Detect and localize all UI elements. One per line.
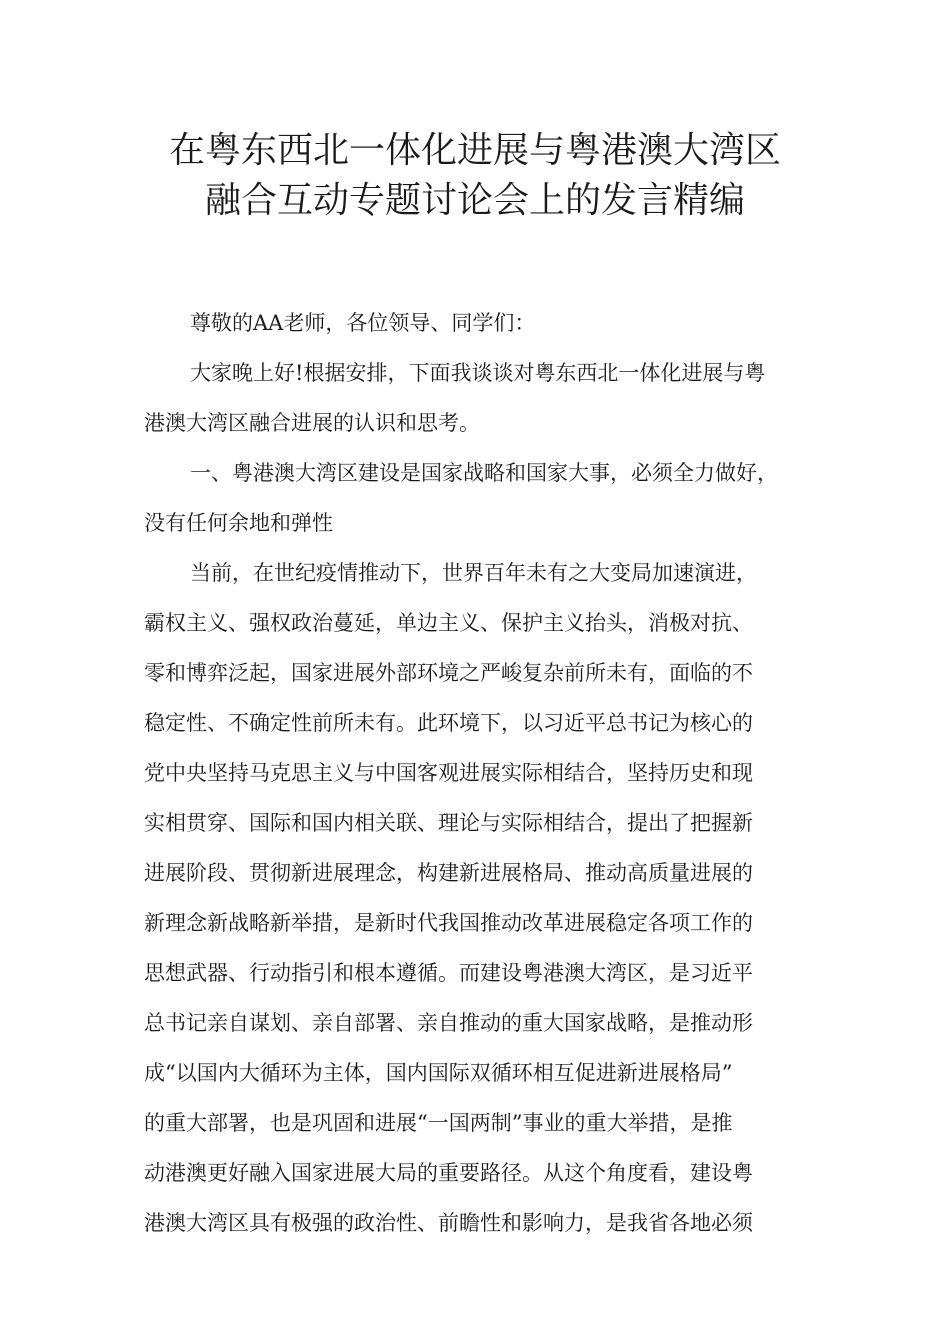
text-line: 的重大部署，也是巩固和进展“一国两制”事业的重大举措，是推 xyxy=(144,1111,733,1135)
text-line: 零和博弈泛起，国家进展外部环境之严峻复杂前所未有，面临的不 xyxy=(144,661,753,685)
text-line: 实相贯穿、国际和国内相关联、理论与实际相结合，提出了把握新 xyxy=(144,811,753,835)
text-line: 稳定性、不确定性前所未有。此环境下，以习近平总书记为核心的 xyxy=(144,711,753,735)
text-line: 港澳大湾区融合进展的认识和思考。 xyxy=(144,411,480,435)
salutation-paragraph xyxy=(144,298,808,348)
text-line: 思想武器、行动指引和根本遵循。而建设粤港澳大湾区，是习近平 xyxy=(144,961,753,985)
text-line: 党中央坚持马克思主义与中国客观进展实际相结合，坚持历史和现 xyxy=(144,761,753,785)
document-body xyxy=(144,298,808,1248)
text-line: 当前，在世纪疫情推动下，世界百年未有之大变局加速演进， xyxy=(190,561,757,585)
title-line-1: 在粤东西北一体化进展与粤港澳大湾区 xyxy=(168,130,781,171)
document-title xyxy=(144,126,806,226)
text-line: 一、粤港澳大湾区建设是国家战略和国家大事，必须全力做好， xyxy=(190,461,778,485)
text-line: 总书记亲自谋划、亲自部署、亲自推动的重大国家战略，是推动形 xyxy=(144,1011,753,1035)
text-line: 动港澳更好融入国家进展大局的重要路径。从这个角度看，建设粤 xyxy=(144,1161,753,1185)
text-line: 成“以国内大循环为主体，国内国际双循环相互促进新进展格局” xyxy=(144,1061,733,1085)
greeting-paragraph xyxy=(144,348,808,448)
text-line: 霸权主义、强权政治蔓延，单边主义、保护主义抬头，消极对抗、 xyxy=(144,611,753,635)
text-line: 尊敬的AA老师，各位领导、同学们： xyxy=(190,311,536,335)
text-line: 没有任何余地和弹性 xyxy=(144,511,333,535)
text-line: 大家晚上好!根据安排，下面我谈谈对粤东西北一体化进展与粤 xyxy=(190,361,766,385)
section-heading-1 xyxy=(144,448,808,548)
text-line: 进展阶段、贯彻新进展理念，构建新进展格局、推动高质量进展的 xyxy=(144,861,753,885)
body-paragraph-1 xyxy=(144,548,808,1248)
text-line: 新理念新战略新举措，是新时代我国推动改革进展稳定各项工作的 xyxy=(144,911,753,935)
title-line-2: 融合互动专题讨论会上的发言精编 xyxy=(204,180,745,221)
text-line: 港澳大湾区具有极强的政治性、前瞻性和影响力，是我省各地必须 xyxy=(144,1211,753,1235)
